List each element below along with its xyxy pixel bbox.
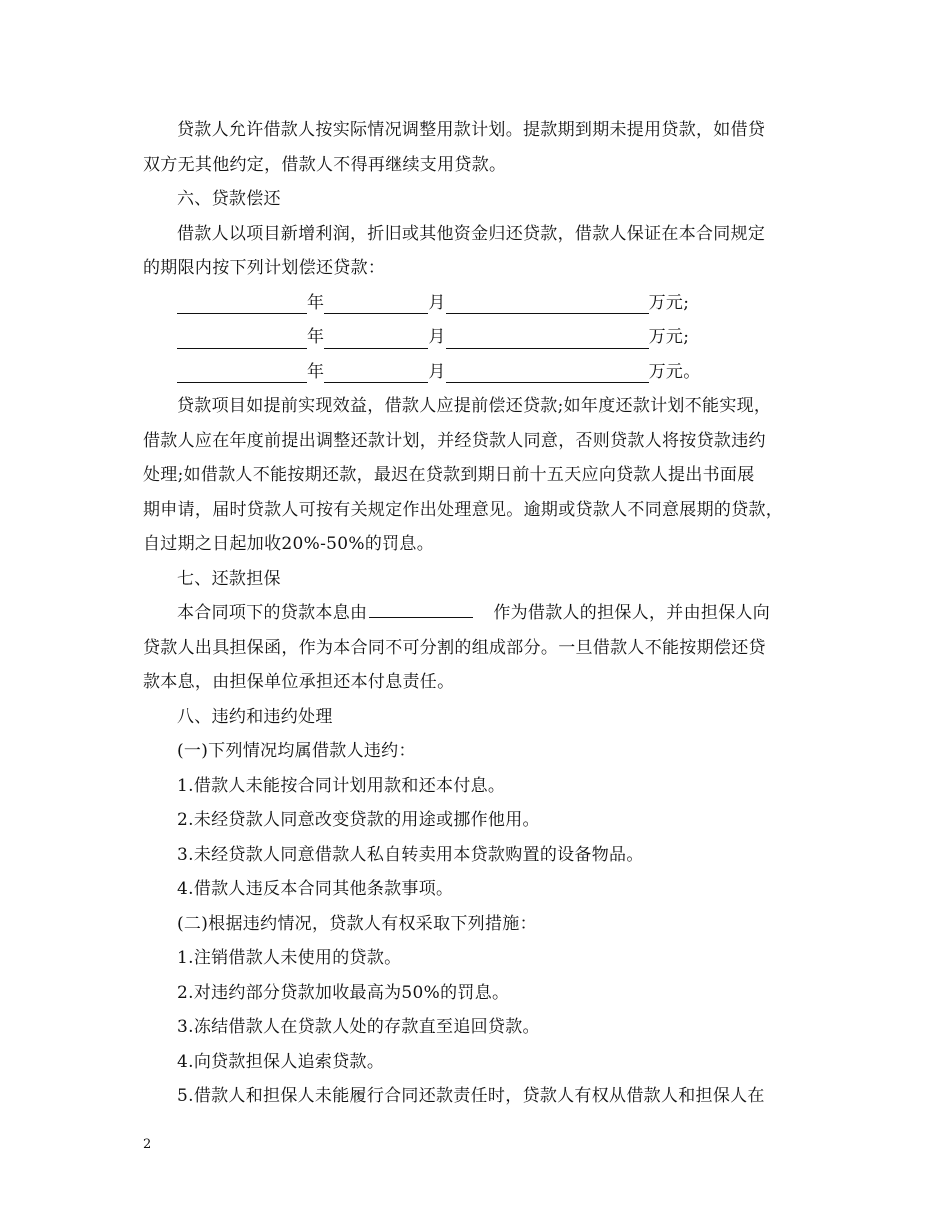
year-blank [177, 326, 307, 349]
list-item: 3.冻结借款人在贷款人处的存款直至追回贷款。 [177, 1017, 540, 1037]
amount-blank [446, 291, 649, 314]
section-heading-6: 六、贷款偿还 [177, 189, 281, 209]
list-item: 1.注销借款人未使用的贷款。 [177, 948, 402, 968]
paragraph-line: 贷款项目如提前实现效益，借款人应提前偿还贷款;如年度还款计划不能实现， [177, 396, 772, 416]
paragraph-line: 双方无其他约定，借款人不得再继续支用贷款。 [143, 154, 507, 175]
repayment-schedule-row [143, 320, 823, 355]
list-item: 2.未经贷款人同意改变贷款的用途或挪作他用。 [177, 810, 540, 830]
document-body [143, 113, 823, 1114]
list-item: 2.对违约部分贷款加收最高为50%的罚息。 [177, 982, 510, 1003]
list-item: 1.借款人未能按合同计划用款和还本付息。 [177, 775, 506, 796]
list-item: 3.未经贷款人同意借款人私自转卖用本贷款购置的设备物品。 [177, 844, 644, 865]
subsection-heading: (二)根据违约情况，贷款人有权采取下列措施： [177, 913, 537, 934]
amount-blank [446, 360, 649, 383]
amount-label: 万元; [648, 327, 690, 347]
paragraph-line-guarantor [143, 596, 823, 631]
paragraph-line: 自过期之日起加收20%-50%的罚息。 [143, 534, 435, 554]
year-label: 年 [307, 327, 325, 347]
paragraph-line: 的期限内按下列计划偿还贷款： [143, 258, 386, 278]
month-blank [324, 360, 428, 383]
month-label: 月 [428, 292, 446, 313]
list-item: 4.借款人违反本合同其他条款事项。 [177, 879, 454, 899]
repayment-schedule-row [143, 355, 823, 390]
month-label: 月 [428, 361, 446, 382]
subsection-heading: (一)下列情况均属借款人违约： [177, 741, 416, 761]
paragraph-line: 借款人以项目新增利润，折旧或其他资金归还贷款，借款人保证在本合同规定 [177, 223, 766, 244]
page-number: 2 [143, 1137, 152, 1152]
guarantor-text-after: 作为借款人的担保人，并由担保人向 [493, 603, 771, 623]
paragraph-line: 贷款人出具担保函，作为本合同不可分割的组成部分。一旦借款人不能按期偿还贷 [143, 637, 766, 658]
section-heading-7: 七、还款担保 [177, 568, 281, 589]
paragraph-line: 处理;如借款人不能按期还款，最迟在贷款到期日前十五天应向贷款人提出书面展 [143, 465, 755, 485]
year-blank [177, 360, 307, 383]
paragraph-line: 期申请，届时贷款人可按有关规定作出处理意见。逾期或贷款人不同意展期的贷款， [143, 499, 784, 520]
section-heading-8: 八、违约和违约处理 [177, 706, 333, 727]
guarantor-text-before: 本合同项下的贷款本息由 [177, 603, 368, 623]
repayment-schedule-row [143, 286, 823, 321]
amount-label: 万元; [648, 292, 690, 313]
paragraph-line: 贷款人允许借款人按实际情况调整用款计划。提款期到期未提用贷款，如借贷 [177, 120, 766, 140]
paragraph-line: 借款人应在年度前提出调整还款计划，并经贷款人同意，否则贷款人将按贷款违约 [143, 430, 766, 451]
paragraph-line: 款本息，由担保单位承担还本付息责任。 [143, 672, 455, 692]
list-item: 4.向贷款担保人追索贷款。 [177, 1051, 385, 1072]
list-item: 5.借款人和担保人未能履行合同还款责任时，贷款人有权从借款人和担保人在 [177, 1086, 765, 1106]
month-label: 月 [428, 327, 446, 347]
amount-label: 万元。 [648, 361, 701, 382]
guarantor-blank [369, 599, 473, 618]
year-label: 年 [307, 292, 325, 313]
amount-blank [446, 326, 649, 349]
year-label: 年 [307, 361, 325, 382]
month-blank [324, 326, 428, 349]
year-blank [177, 291, 307, 314]
month-blank [324, 291, 428, 314]
